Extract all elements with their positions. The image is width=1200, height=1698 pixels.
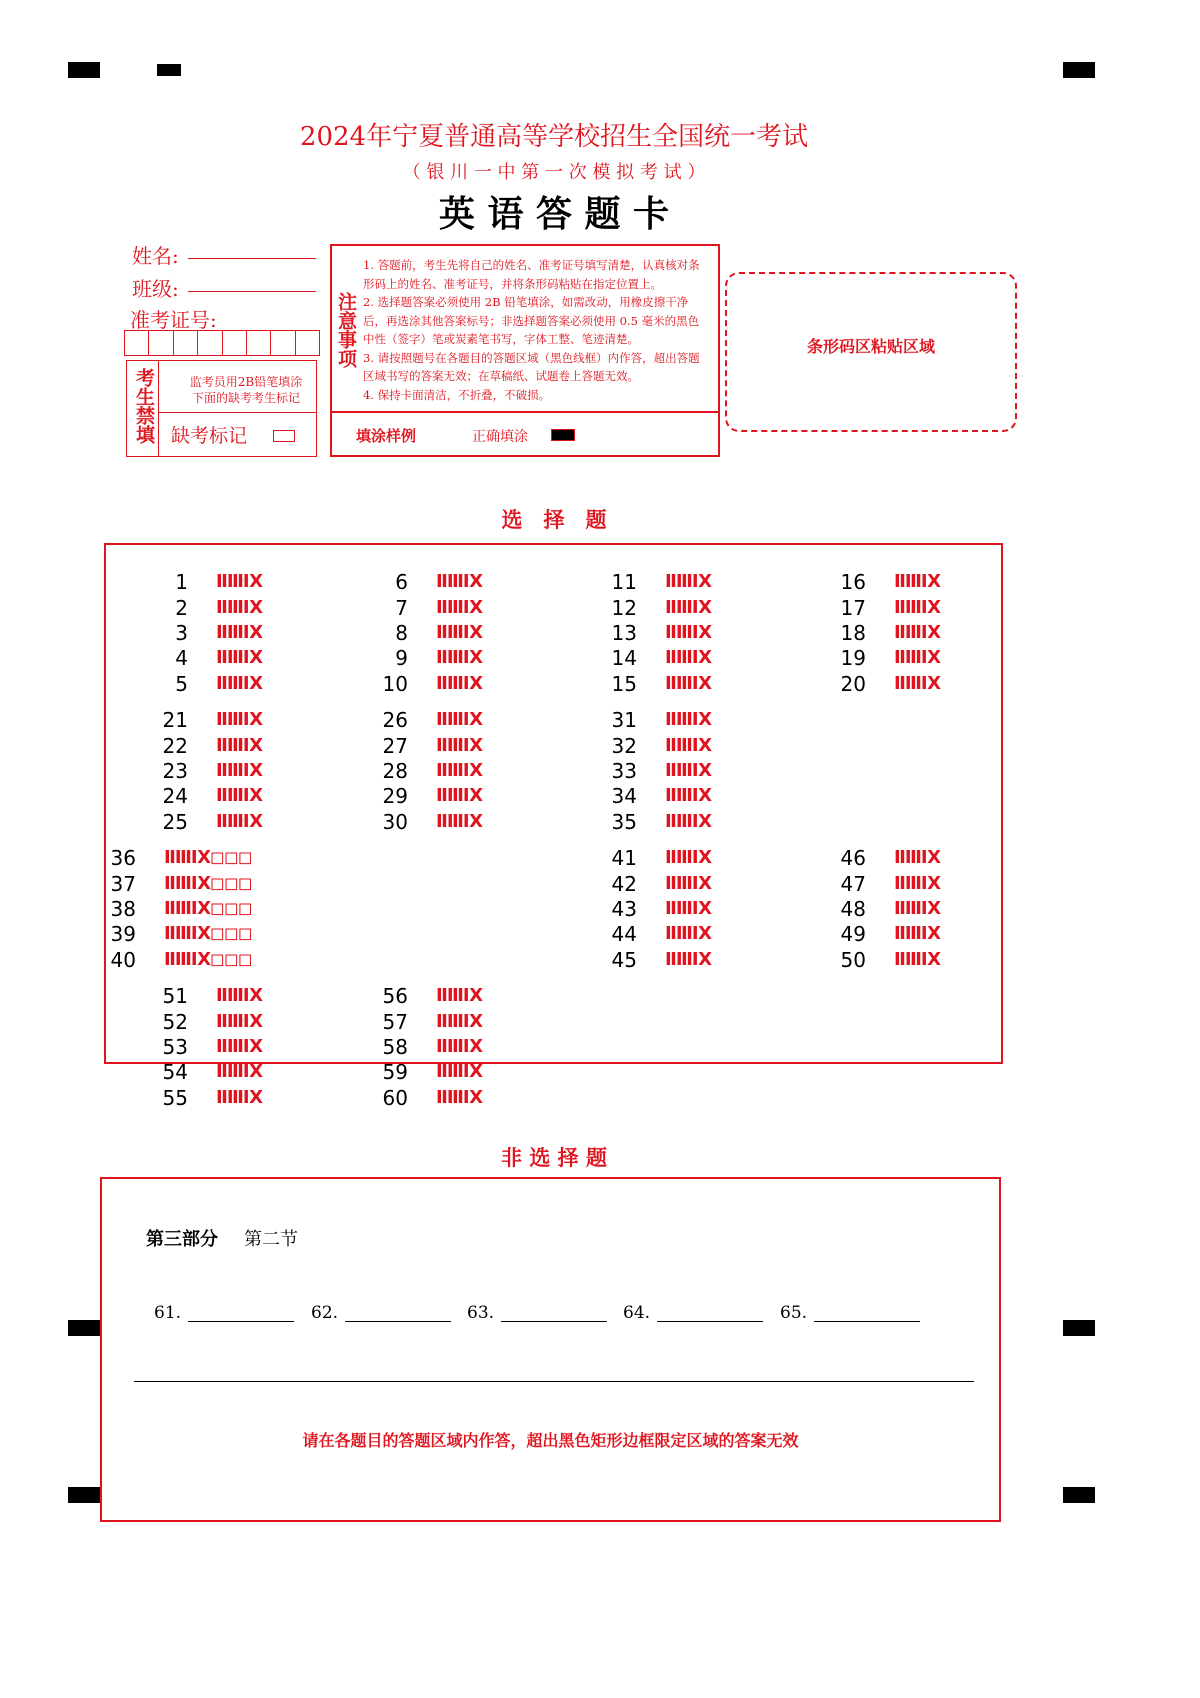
question-number: 54	[162, 1060, 188, 1084]
question-number: 46	[840, 846, 866, 870]
question-number: 15	[611, 672, 637, 696]
question-number: 57	[382, 1010, 408, 1034]
question-number: 7	[395, 596, 408, 620]
answer-options[interactable]: ⅡⅢⅨ	[894, 622, 941, 643]
answer-options[interactable]: ⅡⅢⅨ	[894, 847, 941, 868]
examiner-only-label: 考生禁填	[133, 368, 155, 444]
question-number: 50	[840, 948, 866, 972]
answer-options[interactable]: ⅡⅢⅨ	[665, 873, 712, 894]
examiner-hdivider	[158, 412, 317, 413]
blank-63-label: 63.	[467, 1303, 495, 1323]
answer-options[interactable]: ⅡⅢⅨ	[665, 735, 712, 756]
class-label: 班级:	[132, 277, 179, 301]
question-number: 44	[611, 922, 637, 946]
question-number: 56	[382, 984, 408, 1008]
answer-options[interactable]: ⅡⅢⅨ	[665, 571, 712, 592]
barcode-label: 条形码区粘贴区域	[806, 337, 935, 356]
exam-id-box[interactable]	[149, 331, 173, 355]
answer-options[interactable]: ⅡⅢⅨ	[216, 709, 263, 730]
question-number: 59	[382, 1060, 408, 1084]
registration-mark-mid-right	[1063, 1320, 1095, 1336]
answer-options[interactable]: ⅡⅢⅨ	[436, 760, 483, 781]
question-number: 17	[840, 596, 866, 620]
class-field[interactable]	[188, 291, 316, 292]
question-number: 25	[162, 810, 188, 834]
answer-options[interactable]: ⅡⅢⅨ	[436, 709, 483, 730]
answer-options[interactable]: ⅡⅢⅨ	[665, 847, 712, 868]
answer-options[interactable]: ⅡⅢⅨ	[436, 1061, 483, 1082]
exam-id-box[interactable]	[296, 331, 319, 355]
question-number: 49	[840, 922, 866, 946]
question-number: 22	[162, 734, 188, 758]
answer-options[interactable]: ⅡⅢⅨ	[216, 811, 263, 832]
answer-options[interactable]: ⅡⅢⅨ	[216, 571, 263, 592]
section-label: 第二节	[244, 1229, 298, 1250]
question-number: 14	[611, 646, 637, 670]
question-number: 8	[395, 621, 408, 645]
answer-options[interactable]: ⅡⅢⅨ	[216, 1087, 263, 1108]
question-number: 4	[175, 646, 188, 670]
answer-options[interactable]: ⅡⅢⅨ	[665, 709, 712, 730]
registration-mark-top-left-2	[157, 64, 181, 76]
answer-options[interactable]: ⅡⅢⅨ	[665, 923, 712, 944]
question-number: 33	[611, 759, 637, 783]
question-number: 26	[382, 708, 408, 732]
answer-options[interactable]: ⅡⅢⅨ	[216, 785, 263, 806]
answer-options[interactable]: ⅡⅢⅨ◻◻◻	[164, 847, 252, 868]
answer-options[interactable]: ⅡⅢⅨ	[436, 1087, 483, 1108]
exam-id-label: 准考证号:	[130, 308, 217, 332]
question-number: 40	[110, 948, 136, 972]
answer-options[interactable]: ⅡⅢⅨ	[436, 735, 483, 756]
answer-options[interactable]: ⅡⅢⅨ	[665, 811, 712, 832]
blank-63-field[interactable]	[501, 1321, 607, 1322]
answer-options[interactable]: ⅡⅢⅨ	[665, 898, 712, 919]
answer-options[interactable]: ⅡⅢⅨ	[216, 1036, 263, 1057]
question-number: 28	[382, 759, 408, 783]
question-number: 53	[162, 1035, 188, 1059]
question-number: 6	[395, 570, 408, 594]
answer-options[interactable]: ⅡⅢⅨ	[216, 622, 263, 643]
registration-mark-top-left	[68, 62, 100, 78]
nonchoice-footer-note: 请在各题目的答题区域内作答，超出黑色矩形边框限定区域的答案无效	[302, 1431, 799, 1450]
card-title: 英 语 答 题 卡	[438, 193, 670, 235]
exam-id-box[interactable]	[247, 331, 271, 355]
notice-divider	[330, 411, 720, 413]
answer-options[interactable]: ⅡⅢⅨ	[894, 949, 941, 970]
exam-id-box[interactable]	[198, 331, 222, 355]
answer-options[interactable]: ⅡⅢⅨ◻◻◻	[164, 873, 252, 894]
question-number: 60	[382, 1086, 408, 1110]
question-number: 23	[162, 759, 188, 783]
exam-id-box[interactable]	[223, 331, 247, 355]
notice-item-3: 3. 请按照题号在各题目的答题区域（黑色线框）内作答，超出答题区域书写的答案无效；在草稿纸、试题卷上答题无效。	[363, 350, 700, 383]
nonchoice-section-title: 非 选 择 题	[501, 1145, 607, 1170]
notice-item-1: 1. 答题前，考生先将自己的姓名、准考证号填写清楚，认真核对条形码上的姓名、准考证号，并将条形码粘贴在指定位置上。	[363, 258, 700, 291]
question-number: 35	[611, 810, 637, 834]
answer-options[interactable]: ⅡⅢⅨ	[665, 760, 712, 781]
registration-mark-top-right	[1063, 62, 1095, 78]
answer-options[interactable]: ⅡⅢⅨ	[665, 597, 712, 618]
question-number: 2	[175, 596, 188, 620]
question-number: 55	[162, 1086, 188, 1110]
choice-section-title: 选 择 题	[501, 507, 607, 532]
exam-id-box[interactable]	[271, 331, 295, 355]
answer-options[interactable]: ⅡⅢⅨ	[436, 811, 483, 832]
answer-options[interactable]: ⅡⅢⅨ	[436, 647, 483, 668]
question-number: 27	[382, 734, 408, 758]
question-number: 47	[840, 872, 866, 896]
question-number: 3	[175, 621, 188, 645]
question-number: 41	[611, 846, 637, 870]
answer-options[interactable]: ⅡⅢⅨ◻◻◻	[164, 898, 252, 919]
question-number: 19	[840, 646, 866, 670]
examiner-instruction: 监考员用2B铅笔填涂下面的缺考考生标记	[189, 375, 303, 405]
blank-61-label: 61.	[154, 1303, 182, 1323]
question-number: 51	[162, 984, 188, 1008]
blank-65-label: 65.	[780, 1303, 808, 1323]
registration-mark-bottom-right	[1063, 1487, 1095, 1503]
question-number: 32	[611, 734, 637, 758]
notice-items	[363, 256, 709, 404]
question-number: 29	[382, 784, 408, 808]
answer-options[interactable]: ⅡⅢⅨ	[216, 1061, 263, 1082]
answer-options[interactable]: ⅡⅢⅨ	[216, 673, 263, 694]
registration-mark-bottom-left	[68, 1487, 100, 1503]
answer-options[interactable]: ⅡⅢⅨ	[436, 985, 483, 1006]
exam-title: 2024年宁夏普通高等学校招生全国统一考试	[299, 122, 809, 152]
answer-options[interactable]: ⅡⅢⅨ	[216, 597, 263, 618]
blank-62-field[interactable]	[345, 1321, 451, 1322]
question-number: 58	[382, 1035, 408, 1059]
absent-mark-label: 缺考标记	[171, 425, 248, 447]
blank-64-label: 64.	[623, 1303, 651, 1323]
name-label: 姓名:	[132, 244, 179, 268]
question-number: 30	[382, 810, 408, 834]
answer-options[interactable]: ⅡⅢⅨ	[665, 647, 712, 668]
answer-options[interactable]: ⅡⅢⅨ◻◻◻	[164, 949, 252, 970]
question-number: 38	[110, 897, 136, 921]
answer-options[interactable]: ⅡⅢⅨ	[436, 1036, 483, 1057]
examiner-divider	[158, 360, 159, 457]
question-number: 21	[162, 708, 188, 732]
answer-options[interactable]: ⅡⅢⅨ	[436, 622, 483, 643]
blank-65-field[interactable]	[814, 1321, 920, 1322]
answer-options[interactable]: ⅡⅢⅨ	[436, 597, 483, 618]
question-number: 52	[162, 1010, 188, 1034]
answer-options[interactable]: ⅡⅢⅨ	[216, 647, 263, 668]
question-number: 13	[611, 621, 637, 645]
question-number: 9	[395, 646, 408, 670]
answer-options[interactable]: ⅡⅢⅨ	[894, 898, 941, 919]
answer-options[interactable]: ⅡⅢⅨ	[436, 571, 483, 592]
exam-id-box[interactable]	[125, 331, 149, 355]
registration-mark-mid-left	[68, 1320, 100, 1336]
writing-line[interactable]	[134, 1381, 974, 1382]
question-number: 18	[840, 621, 866, 645]
question-number: 31	[611, 708, 637, 732]
blank-61-field[interactable]	[188, 1321, 294, 1322]
answer-options[interactable]: ⅡⅢⅨ	[894, 571, 941, 592]
notice-vertical-label: 注意事项	[335, 292, 357, 368]
question-number: 24	[162, 784, 188, 808]
answer-options[interactable]: ⅡⅢⅨ	[216, 735, 263, 756]
answer-options[interactable]: ⅡⅢⅨ	[216, 985, 263, 1006]
exam-id-box[interactable]	[174, 331, 198, 355]
notice-item-2: 2. 选择题答案必须使用 2B 铅笔填涂，如需改动，用橡皮擦干净后，再选涂其他答案标号；非选择题答案必须使用 0.5 毫米的黑色中性（签字）笔或炭素笔书写，字体工整、笔迹清楚。	[363, 295, 700, 346]
answer-options[interactable]: ⅡⅢⅨ	[894, 873, 941, 894]
part-label: 第三部分	[146, 1229, 218, 1250]
blank-62-label: 62.	[311, 1303, 339, 1323]
correct-fill-sample	[551, 429, 575, 441]
question-number: 48	[840, 897, 866, 921]
answer-options[interactable]: ⅡⅢⅨ	[665, 949, 712, 970]
answer-options[interactable]: ⅡⅢⅨ	[436, 1011, 483, 1032]
question-number: 5	[175, 672, 188, 696]
answer-options[interactable]: ⅡⅢⅨ	[894, 597, 941, 618]
question-number: 1	[175, 570, 188, 594]
question-number: 16	[840, 570, 866, 594]
question-number: 36	[110, 846, 136, 870]
answer-options[interactable]: ⅡⅢⅨ	[436, 785, 483, 806]
fill-example-label: 填涂样例	[356, 427, 417, 445]
question-number: 42	[611, 872, 637, 896]
answer-options[interactable]: ⅡⅢⅨ	[894, 673, 941, 694]
question-number: 39	[110, 922, 136, 946]
answer-options[interactable]: ⅡⅢⅨ	[216, 760, 263, 781]
question-number: 45	[611, 948, 637, 972]
answer-options[interactable]: ⅡⅢⅨ	[216, 1011, 263, 1032]
answer-options[interactable]: ⅡⅢⅨ	[436, 673, 483, 694]
answer-options[interactable]: ⅡⅢⅨ	[894, 647, 941, 668]
question-number: 37	[110, 872, 136, 896]
question-number: 10	[382, 672, 408, 696]
question-number: 43	[611, 897, 637, 921]
name-field[interactable]	[188, 258, 316, 259]
answer-options[interactable]: ⅡⅢⅨ	[665, 622, 712, 643]
absent-mark-box[interactable]	[273, 430, 295, 442]
question-number: 12	[611, 596, 637, 620]
exam-subtitle: （ 银 川 一 中 第 一 次 模 拟 考 试 ）	[402, 162, 706, 183]
answer-options[interactable]: ⅡⅢⅨ	[665, 785, 712, 806]
question-number: 11	[611, 570, 637, 594]
nonchoice-answer-box	[100, 1177, 1001, 1522]
question-number: 20	[840, 672, 866, 696]
notice-item-4: 4. 保持卡面清洁，不折叠，不破损。	[363, 387, 551, 402]
correct-fill-label: 正确填涂	[472, 429, 528, 445]
exam-id-boxes[interactable]	[124, 330, 320, 356]
blank-64-field[interactable]	[657, 1321, 763, 1322]
answer-options[interactable]: ⅡⅢⅨ◻◻◻	[164, 923, 252, 944]
answer-options[interactable]: ⅡⅢⅨ	[665, 673, 712, 694]
question-number: 34	[611, 784, 637, 808]
answer-options[interactable]: ⅡⅢⅨ	[894, 923, 941, 944]
